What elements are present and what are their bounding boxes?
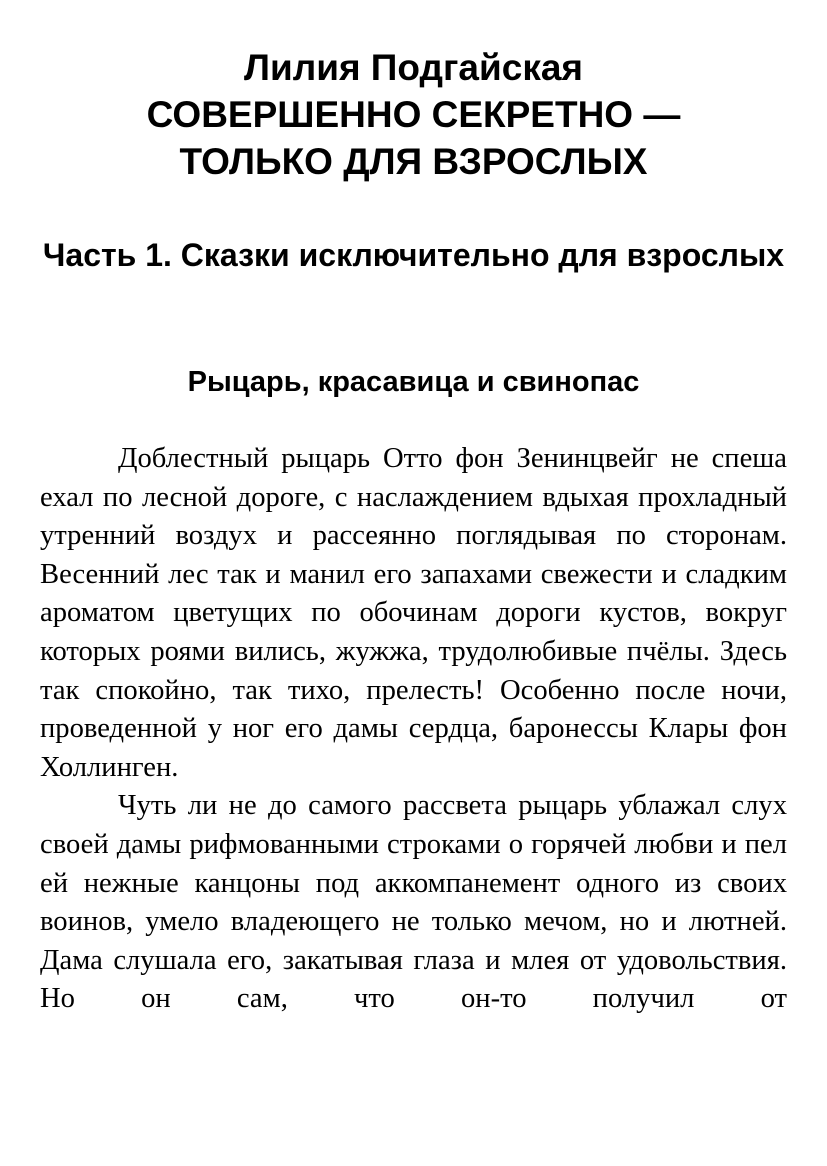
paragraph-1: Доблестный рыцарь Отто фон Зенинцвейг не спеша ехал по лесной дороге, с наслаждением вдыхая прохладный утренний воздух и рассеянно поглядывая по сторонам. Весенний лес так и манил его запахами свежести и сладким ароматом цветущих по обочинам дороги кустов, вокруг которых роями вились, жужжа, трудолюбивые пчёлы. Здесь так спокойно, так тихо, прелесть! Особенно после ночи, проведенной у ног его дамы сердца, баронессы Клары фон Холлинген. (40, 443, 787, 783)
book-title-line-2: ТОЛЬКО ДЛЯ ВЗРОСЛЫХ (179, 141, 648, 182)
author-name: Лилия Подгайская (243, 47, 584, 88)
book-title-line-1: СОВЕРШЕННО СЕКРЕТНО — (146, 94, 681, 135)
book-title-block (0, 44, 827, 185)
chapter-heading: Рыцарь, красавица и свинопас (187, 366, 640, 398)
part-heading: Часть 1. Сказки исключительно для взрослых (42, 237, 785, 273)
body-text (40, 440, 787, 1019)
paragraph-2: Чуть ли не до самого рассвета рыцарь ублажал слух своей дамы рифмованными строками о горячей любви и пел ей нежные канцоны под аккомпанемент одного из своих воинов, умело владеющего не только мечом, но и лютней. Дама слушала его, закатывая глаза и млея от удовольствия. Но он сам, что он-то получил от (40, 790, 787, 1015)
